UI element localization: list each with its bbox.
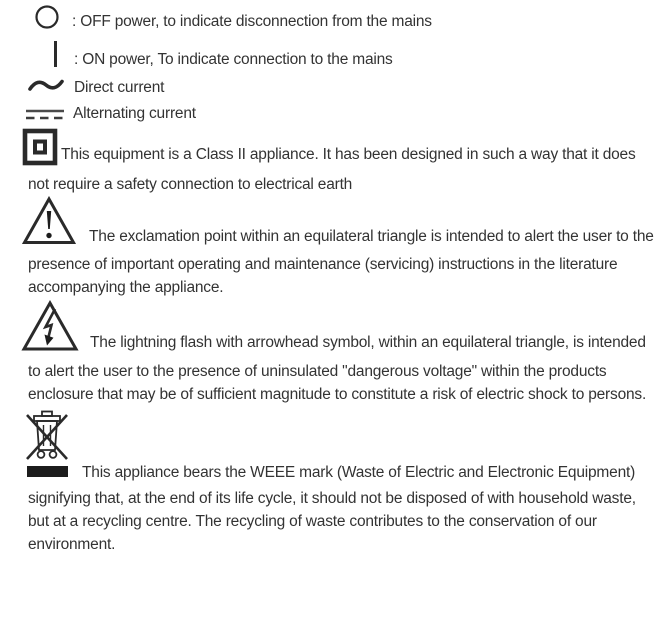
section-class-ii [28,128,659,196]
exclamation-triangle-icon [22,196,76,253]
power-off-text: : OFF power, to indicate disconnection from the mains [72,13,432,30]
section-power-on [28,39,659,76]
direct-current-text: Direct current [74,79,165,96]
power-on-text: : ON power, To indicate connection to the mains [74,51,393,68]
alternating-current-text: Alternating current [73,105,196,122]
weee-text: This appliance bears the WEEE mark (Waste of Electric and Electronic Equipment) signifying that, at the end of its life cycle, it should not be disposed of with household waste, but at a recycling centre. The recycling of waste contributes to the conservation of our environment. [28,464,636,553]
solid-over-dashed-line-icon [25,105,65,128]
class-ii-text: This equipment is a Class II appliance. It has been designed in such a way that it does not require a safety connection to electrical earth [28,146,636,193]
exclamation-warning-text: The exclamation point within an equilateral triangle is intended to alert the user to the presence of important operating and maintenance (servicing) instructions in the literature accompanying the appliance. [28,228,654,296]
section-power-off [28,2,659,39]
wave-icon [27,77,65,102]
double-square-icon [22,128,58,173]
lightning-warning-text: The lightning flash with arrowhead symbol, within an equilateral triangle, is intended to alert the user to the presence of uninsulated "dangerous voltage" within the products enclosure that may be of sufficient magnitude to constitute a risk of electric shock to persons. [28,334,647,403]
power-off-circle-icon [35,2,60,39]
section-exclamation-warning [28,196,659,299]
section-alternating-current [28,102,659,128]
power-on-bar-icon [52,39,59,76]
section-lightning-warning [28,299,659,406]
lightning-triangle-icon [21,299,79,360]
section-direct-current [28,76,659,102]
weee-crossed-bin-icon [23,406,71,487]
section-weee [28,406,659,556]
